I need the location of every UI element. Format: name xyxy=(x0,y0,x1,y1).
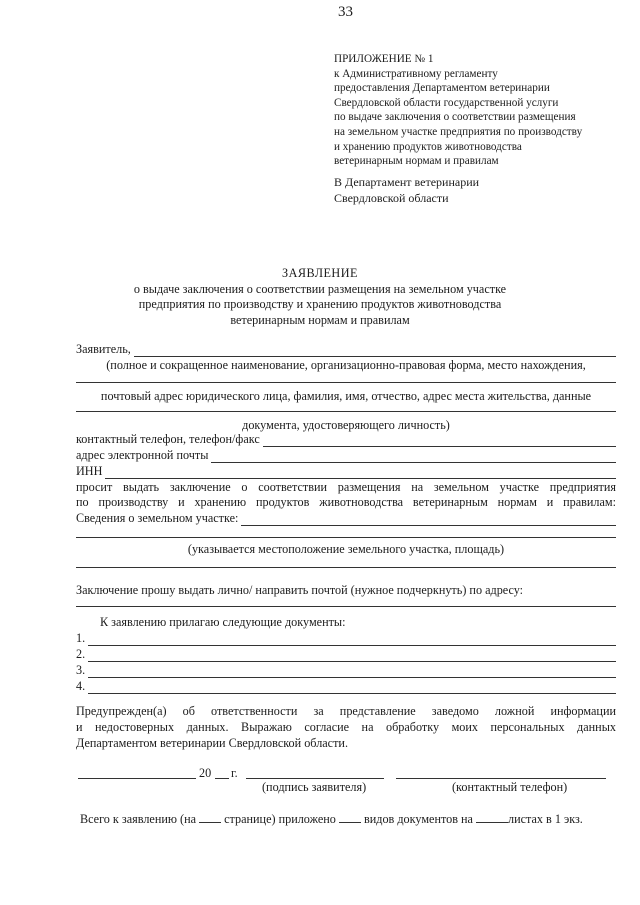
attach-item-number: 4. xyxy=(76,679,86,693)
contact-phone-field[interactable] xyxy=(396,778,606,779)
year-field[interactable] xyxy=(215,778,229,779)
date-century: 20 xyxy=(199,766,212,780)
phone-field[interactable] xyxy=(263,435,616,447)
request-line: просит выдать заключение о соответствии размещения на земельном участке предприятия xyxy=(76,480,616,494)
appendix-line: предоставления Департаментом ветеринарии xyxy=(334,82,550,95)
applicant-note: (полное и сокращенное наименование, организационно-правовая форма, место нахождения, xyxy=(106,358,586,372)
applicant-field-line[interactable] xyxy=(76,382,616,383)
warning-line: Предупрежден(а) об ответственности за представление заведомо ложной информации xyxy=(76,704,616,718)
land-field-line[interactable] xyxy=(76,567,616,568)
land-field-line[interactable] xyxy=(76,537,616,538)
appendix-line: Свердловской области государственной услуги xyxy=(334,96,559,109)
attach-item-row xyxy=(76,647,616,662)
total-line xyxy=(80,811,583,827)
land-row xyxy=(76,511,616,526)
email-label: адрес электронной почты xyxy=(76,448,209,462)
appendix-line: на земельном участке предприятия по производству xyxy=(334,125,583,138)
appendix-line: к Административному регламенту xyxy=(334,67,498,80)
phone-label: контактный телефон, телефон/факс xyxy=(76,432,260,446)
land-note: (указывается местоположение земельного участка, площадь) xyxy=(187,542,505,556)
attach-item-field[interactable] xyxy=(88,666,616,678)
attach-item-row xyxy=(76,679,616,694)
total-text: листах в 1 экз. xyxy=(508,812,583,826)
total-text: видов документов на xyxy=(363,812,473,826)
applicant-field[interactable] xyxy=(134,345,616,357)
title-line: о выдаче заключения о соответствии размещения на земельном участке xyxy=(133,281,507,296)
addressee-block xyxy=(334,175,479,206)
sheets-count-field[interactable] xyxy=(476,811,508,823)
appendix-block xyxy=(334,52,582,169)
delivery-label: Заключение прошу выдать лично/ направить почтой (нужное подчеркнуть) по адресу: xyxy=(76,583,524,597)
signature-note: (подпись заявителя) xyxy=(262,780,367,794)
land-field[interactable] xyxy=(241,514,616,526)
attach-item-row xyxy=(76,631,616,646)
document-title xyxy=(0,266,640,328)
appendix-line: по выдаче заключения о соответствии размещения xyxy=(334,111,576,124)
total-text: странице) приложено xyxy=(224,812,336,826)
applicant-field-line[interactable] xyxy=(76,411,616,412)
date-field[interactable] xyxy=(78,778,196,779)
applicant-row xyxy=(76,342,616,357)
applicant-label: Заявитель, xyxy=(76,342,131,356)
page-number: 33 xyxy=(338,4,353,20)
attach-item-number: 1. xyxy=(76,631,86,645)
appendix-line: и хранению продуктов животноводства xyxy=(334,140,522,153)
delivery-address-line[interactable] xyxy=(76,606,616,607)
total-text: Всего к заявлению (на xyxy=(80,812,197,826)
applicant-note: почтовый адрес юридического лица, фамилия, имя, отчество, адрес места жительства, данные xyxy=(100,389,592,403)
warning-line: Департаментом ветеринарии Свердловской области. xyxy=(76,736,348,750)
year-suffix: г. xyxy=(231,766,238,780)
phone-note: (контактный телефон) xyxy=(452,780,568,794)
email-row xyxy=(76,448,616,463)
inn-label: ИНН xyxy=(76,464,103,478)
land-label: Сведения о земельном участке: xyxy=(76,511,239,525)
appendix-line: ветеринарным нормам и правилам xyxy=(334,155,499,168)
attach-label: К заявлению прилагаю следующие документы: xyxy=(100,615,346,629)
attach-item-number: 3. xyxy=(76,663,86,677)
inn-row xyxy=(76,464,616,479)
warning-line: и недостоверных данных. Выражаю согласие на обработку моих персональных данных xyxy=(76,720,616,734)
request-line: по производству и хранению продуктов животноводства ветеринарным нормам и правилам: xyxy=(76,495,616,509)
doc-types-count-field[interactable] xyxy=(339,811,361,823)
title-heading: ЗАЯВЛЕНИЕ xyxy=(282,266,358,280)
signature-field[interactable] xyxy=(246,778,384,779)
title-line: ветеринарным нормам и правилам xyxy=(230,312,410,327)
phone-row xyxy=(76,432,616,447)
pages-count-field[interactable] xyxy=(199,811,221,823)
applicant-note: документа, удостоверяющего личность) xyxy=(242,418,450,432)
attach-item-number: 2. xyxy=(76,647,86,661)
attach-item-field[interactable] xyxy=(88,682,616,694)
title-line: предприятия по производству и хранению продуктов животноводства xyxy=(138,297,502,311)
attach-item-field[interactable] xyxy=(88,650,616,662)
appendix-line: ПРИЛОЖЕНИЕ № 1 xyxy=(334,53,434,65)
addressee-line: В Департамент ветеринарии xyxy=(334,175,480,189)
attach-item-field[interactable] xyxy=(88,634,616,646)
addressee-line: Свердловской области xyxy=(334,190,449,205)
email-field[interactable] xyxy=(211,451,616,463)
attach-item-row xyxy=(76,663,616,678)
inn-field[interactable] xyxy=(105,467,616,479)
